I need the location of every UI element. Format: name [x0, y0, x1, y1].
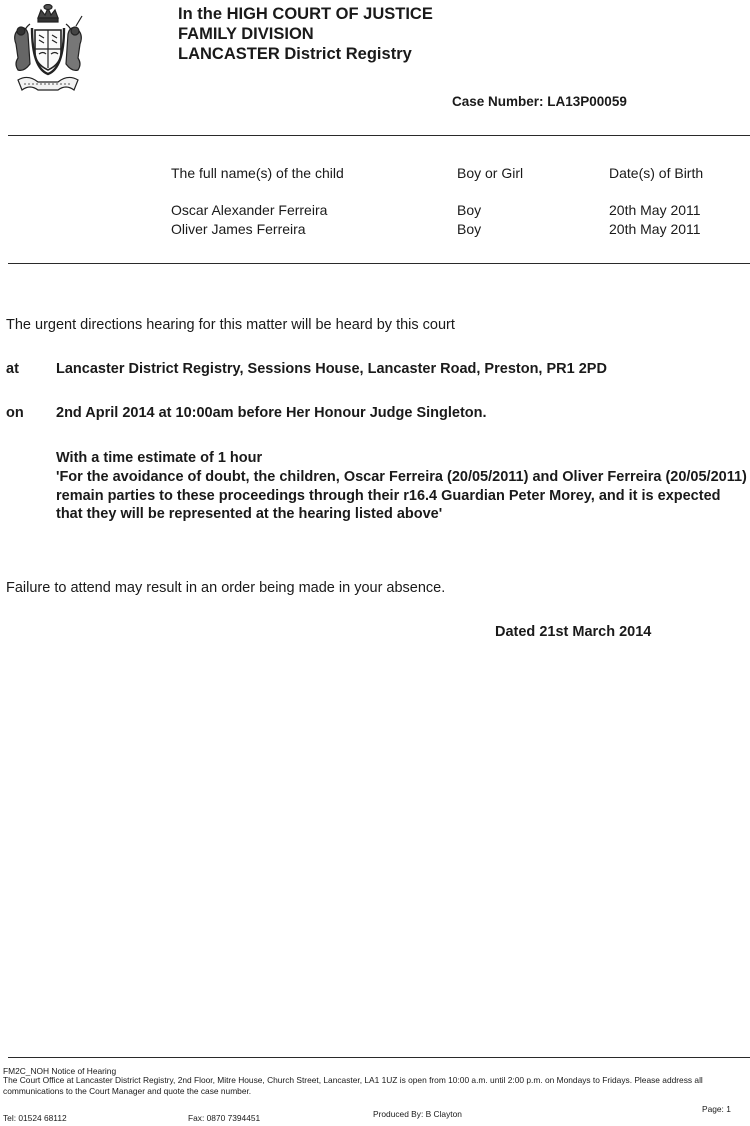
table-cell-gender: Boy: [457, 221, 482, 237]
divider-footer: [8, 1057, 750, 1058]
table-header-gender: Boy or Girl: [457, 165, 524, 181]
table-cell-dob: 20th May 2011: [609, 221, 701, 237]
at-label: at: [6, 361, 19, 377]
court-title: [178, 4, 433, 64]
footer-office-info: The Court Office at Lancaster District Registry, 2nd Floor, Mitre House, Church Street, Lancaster, LA1 1UZ is open from 10:00 a.m. until 2:00 p.m. on Mondays to Fridays. Please address all communications to the Court Manager and quote the case number.: [3, 1075, 703, 1096]
hearing-intro: The urgent directions hearing for this matter will be heard by this court: [6, 317, 455, 333]
divider-table-bottom: [8, 263, 750, 264]
time-estimate: With a time estimate of 1 hour: [56, 450, 263, 466]
footer-page-number: Page: 1: [702, 1104, 731, 1114]
failure-warning: Failure to attend may result in an order being made in your absence.: [6, 580, 446, 596]
footer-fax: Fax: 0870 7394451: [188, 1113, 261, 1123]
hearing-location: Lancaster District Registry, Sessions House, Lancaster Road, Preston, PR1 2PD: [56, 361, 607, 377]
court-line-1: In the HIGH COURT OF JUSTICE: [178, 5, 433, 23]
footer-telephone: Tel: 01524 68112: [3, 1113, 67, 1123]
table-cell-name: Oliver James Ferreira: [171, 221, 306, 237]
footer-produced-by: Produced By: B Clayton: [373, 1109, 462, 1119]
dated-line: Dated 21st March 2014: [495, 624, 652, 640]
table-header-name: The full name(s) of the child: [171, 165, 344, 181]
royal-coat-of-arms-icon: [8, 4, 88, 96]
case-number: Case Number: LA13P00059: [452, 94, 627, 109]
divider-top: [8, 135, 750, 136]
table-cell-dob: 20th May 2011: [609, 202, 701, 218]
table-cell-name: Oscar Alexander Ferreira: [171, 202, 328, 218]
table-header-dob: Date(s) of Birth: [609, 165, 704, 181]
table-cell-gender: Boy: [457, 202, 482, 218]
footer-form-code: FM2C_NOH Notice of Hearing: [3, 1066, 117, 1076]
hearing-date: 2nd April 2014 at 10:00am before Her Honour Judge Singleton.: [56, 405, 487, 421]
court-line-3: LANCASTER District Registry: [178, 45, 412, 63]
guardian-note: 'For the avoidance of doubt, the children, Oscar Ferreira (20/05/2011) and Oliver Ferreira (20/05/2011) remain parties to these proceedings through their r16.4 Guardian Peter Morey, and it is expected that they will be represented at the hearing listed above': [56, 469, 747, 522]
on-label: on: [6, 405, 24, 421]
court-line-2: FAMILY DIVISION: [178, 25, 314, 43]
